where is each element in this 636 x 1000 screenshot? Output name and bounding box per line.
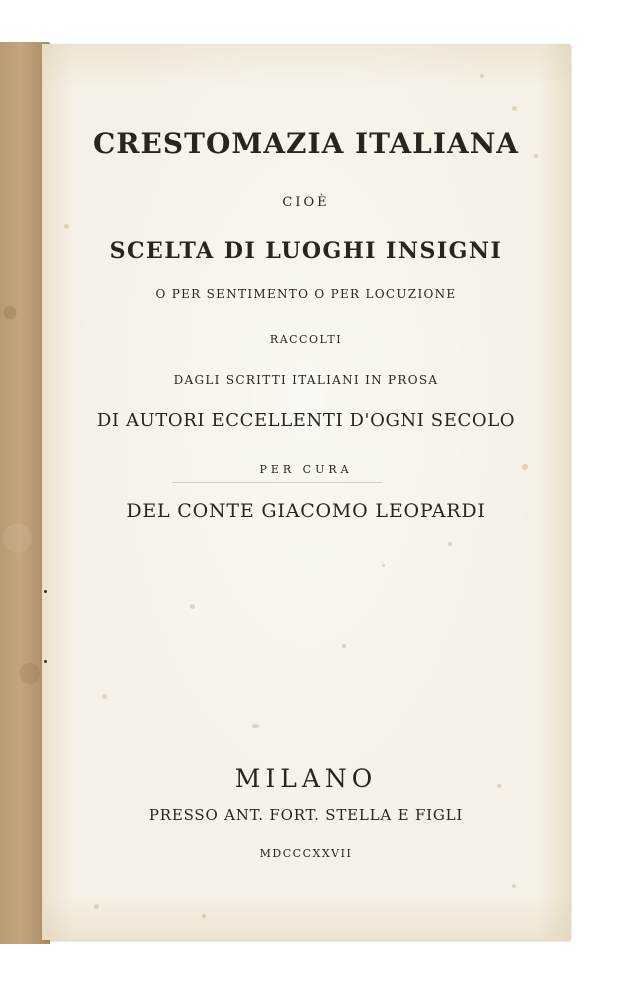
foxing-spot <box>64 224 69 229</box>
book-subtitle-line-2: O PER SENTIMENTO O PER LOCUZIONE <box>155 287 457 301</box>
foxing-spot <box>102 694 107 699</box>
foxing-spot <box>94 904 99 909</box>
foxing-spot <box>480 74 484 78</box>
foxing-spot <box>190 604 195 609</box>
edge-mark <box>44 590 47 593</box>
imprint-place: MILANO <box>234 764 378 793</box>
book-title: CRESTOMAZIA ITALIANA <box>92 127 520 160</box>
edge-mark <box>44 660 47 663</box>
foxing-spot <box>342 644 346 648</box>
foxing-spot <box>448 542 452 546</box>
raccolti-line: RACCOLTI <box>269 333 343 346</box>
faint-rule <box>172 482 382 483</box>
foxing-spot <box>252 724 259 728</box>
imprint-publisher: PRESSO ANT. FORT. STELLA E FIGLI <box>148 806 464 824</box>
imprint-date: MDCCCXXVII <box>259 847 353 860</box>
book-subtitle: SCELTA DI LUOGHI INSIGNI <box>109 238 503 264</box>
sources-line: DAGLI SCRITTI ITALIANI IN PROSA <box>173 373 439 387</box>
title-page <box>42 44 570 940</box>
foxing-spot <box>512 884 516 888</box>
foxing-spot <box>512 106 517 111</box>
title-connector-cioe: CIOÈ <box>282 195 330 210</box>
authors-line: DI AUTORI ECCELLENTI D'OGNI SECOLO <box>96 410 516 431</box>
foxing-spot <box>202 914 206 918</box>
foxing-spot <box>382 564 385 567</box>
per-cura-line: PER CURA <box>259 463 353 476</box>
editor-line: DEL CONTE GIACOMO LEOPARDI <box>126 500 486 522</box>
